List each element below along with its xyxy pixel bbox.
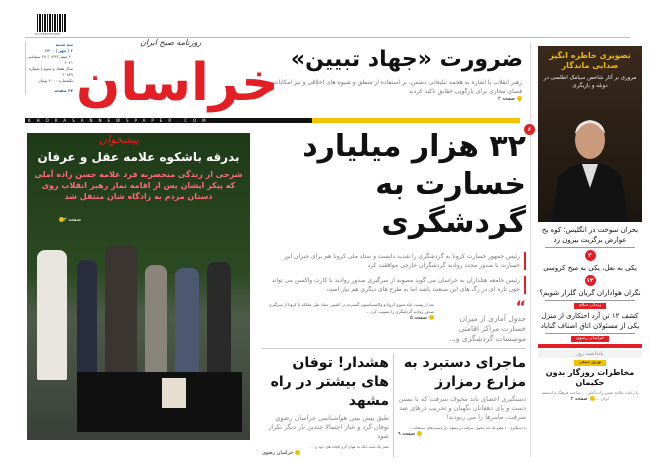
barcode — [37, 14, 67, 32]
main-headline[interactable]: ۳۲ هزار میلیارد خسارت به گردشگری — [302, 129, 526, 240]
column-label: یادداشت روز — [538, 350, 642, 358]
funeral-photo[interactable] — [27, 133, 250, 440]
quote-row — [262, 297, 526, 344]
person-figure — [77, 260, 97, 380]
divider — [545, 333, 635, 334]
quote-icon: “ — [515, 297, 526, 316]
feature-title: تصویری خاطره انگیز صدایی ماندگار — [549, 51, 631, 70]
main-leads — [262, 252, 526, 294]
date-alt: ۲۰ صفر ۱۴۴۳ | ۲۸ سپتامبر ۲۰۲۱ — [27, 54, 73, 65]
portrait-frame — [162, 378, 186, 408]
bottom-story[interactable] — [398, 354, 526, 457]
person-figure — [105, 245, 137, 380]
main-column — [262, 128, 526, 457]
issue-number: سال هفتاد و سوم | شماره ۲۰۸۳۹ — [28, 66, 73, 77]
sidebar-item[interactable]: بحران سوخت در انگلیس؛ کوه یخ عوارض برگزیت بیرون زد — [541, 226, 639, 244]
sidebar-item[interactable]: مخاطرات روزگار بدون حکیمان — [545, 368, 635, 387]
divider — [545, 300, 635, 301]
top-headline[interactable]: ضرورت «جهاد تبیین» — [290, 47, 523, 72]
page-ref[interactable]: صفحه ۹ — [398, 431, 526, 438]
photo-headline: بدرقه باشکوه علامه عقل و عرفان — [37, 150, 240, 164]
portrait-image — [548, 108, 632, 222]
page-ref[interactable]: صفحه ۲ — [270, 96, 522, 103]
divider — [262, 348, 526, 349]
person-figure — [145, 265, 167, 380]
sidebar-item[interactable]: یکی به نعل، یکی به میخ کروسی — [543, 264, 637, 272]
feature-box[interactable] — [538, 46, 642, 222]
story-summary: طبق پیش بینی هواشناسی خراسان رضوی توفان گرد و غبار احتمالا چندین بار دیگر تکرار شود — [268, 414, 389, 440]
person-figure — [175, 268, 199, 380]
person-figure — [37, 250, 67, 380]
page-badge[interactable]: ۱۲ — [586, 277, 594, 284]
sidebar-item-summary — [538, 390, 642, 403]
page-ref[interactable]: خراسان رضوی — [262, 450, 389, 457]
photo-summary: شرحی از زندگی منحصربه فرد علامه حسن زاده آملی که پیکر ایشان پس از اقامه نماز رهبر انقلاب روی دستان مردم به زادگاه شان منتقل شد — [34, 170, 243, 201]
summary-text: با رحلت علامه حسن زاده آملی ... ساحت فرهنگ و اندیشه ایران ... — [541, 390, 639, 401]
column-banner — [538, 344, 642, 348]
story-body: عصر یک شنبه جنگ باد هوای گرم افتاده های خود را ... — [310, 445, 389, 449]
issue-info — [25, 42, 73, 94]
watermark: پیشخوان — [99, 133, 140, 146]
page-badge[interactable]: ۶ — [524, 124, 535, 135]
body-text: بعد از بیست ماه شیوع کرونا و واکسیناسیون گسترده در کشور، ستاد ملی مقابله با کرونا از سرگیری صدور روادید گردشگری را تصویب کرد ... — [268, 302, 434, 314]
pull-quote — [440, 297, 526, 344]
bottom-stories — [262, 354, 526, 457]
section-tag: زندگی سلام — [574, 303, 606, 309]
divider — [25, 37, 630, 38]
author-tag: بهروز سیفی — [574, 360, 607, 366]
barcode-number: 9771560751008 — [35, 32, 60, 36]
story-summary: دستگیری اعضای باند مخوف سرقت که با بستن دست و پای دهقانان نگهبان و تخریب درهای ضد سرقت، ماینرها را می ربودند! — [398, 395, 526, 421]
tagline: روزنامه صبح ایران — [140, 38, 202, 47]
bottom-story[interactable] — [262, 354, 389, 457]
sidebar-item[interactable]: کشف ۱۲ تن آرد احتکاری از منزل یکی از مسئولان اتاق اصناف گناباد — [540, 312, 640, 330]
price: تکشماره ۲۰۰۰ تومان — [37, 78, 73, 83]
sidebar-list — [538, 225, 642, 461]
story-headline: ماجرای دستبرد به مزارع رمزارز — [403, 355, 526, 390]
lead-text: رئیس جمهور خسارت کرونا به گردشگری را شدید دانست و ستاد ملی کرونا هم برای جبران این خسارت با صدور مجدد روادید گردشگران خارجی موافقت کرد — [268, 252, 526, 270]
column-divider — [530, 42, 531, 457]
sidebar-item[interactable]: نگران هواداران گریان گلزار شویم؟ — [539, 289, 641, 297]
weekday: سه شنبه — [55, 42, 73, 47]
divider — [545, 247, 635, 248]
summary-text: رهبر انقلاب با اشاره به هجمه تبلیغاتی دشمن، بر استفاده از منطق و شیوه های اخلاقی و نیز امکانات فضای مجازی برای بازگویی حقایق تاکید کردند — [272, 79, 522, 95]
page-count: ۲۴ صفحه — [54, 88, 73, 93]
top-story-summary — [270, 78, 522, 103]
website-text: KHORASANNEWSPAPER.COM — [28, 118, 212, 123]
page-ref[interactable]: صفحه ۲ — [571, 396, 595, 402]
main-body — [262, 300, 434, 344]
page-ref[interactable]: صفحه ۵ — [262, 315, 434, 322]
person-figure — [207, 262, 231, 380]
page-ref[interactable]: صفحه ۲ — [57, 217, 81, 224]
coffin — [77, 372, 242, 432]
page-badge[interactable]: ۳ — [585, 250, 596, 261]
quote-text: جدول آماری از میزان خسارت مراکز اقامتی موسسات گردشگری و... — [448, 314, 526, 343]
divider — [393, 354, 394, 457]
newspaper-logo: خراسان — [76, 53, 279, 113]
section-tag: خراسان رضوی — [571, 336, 609, 342]
story-body: با دستگیری ۱۰ عضو یک باند مخوف سرقت در مشهد، راز دستبردهای مسلحانه ... — [408, 426, 526, 430]
lead-text: رئیس جامعه هتلداران به خراسان می گوید مصوبه از سرگیری صدور روادید با کارت واکسن می تواند خون تازه ای در رگ های این صنعت باشد اما به طرح های دیگری هم نیاز است — [268, 276, 526, 294]
feature-subtitle: مروری بر آثار شاخص سیامک اطلسی در دوبله و بازیگری — [543, 75, 637, 89]
date: ۶ | مهر | ۱۴۰۰ — [44, 48, 73, 53]
story-headline: هشدار! توفان های بیشتر در راه مشهد — [270, 355, 389, 409]
